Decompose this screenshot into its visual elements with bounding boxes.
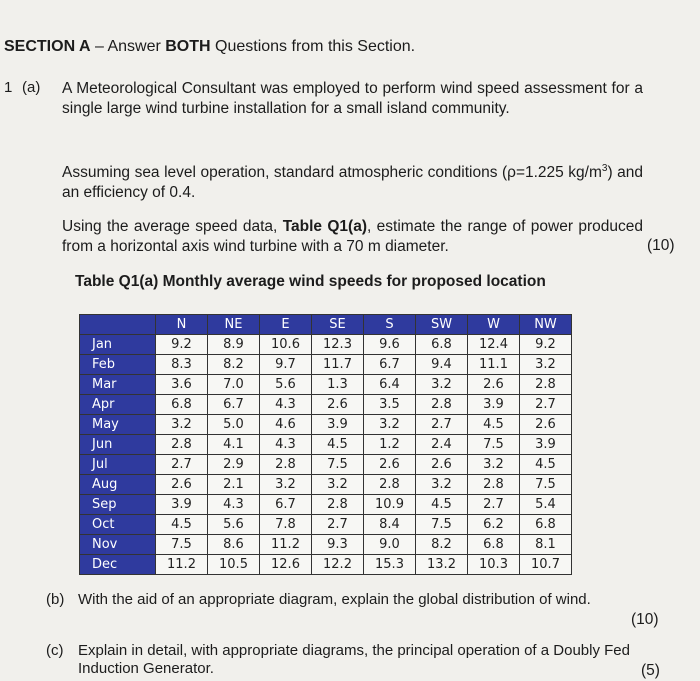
wind-speed-cell: 5.4 — [520, 495, 572, 515]
wind-speed-cell: 6.8 — [416, 335, 468, 355]
wind-speed-cell: 3.2 — [260, 475, 312, 495]
wind-speed-cell: 7.5 — [156, 535, 208, 555]
part-b-label: (b) — [46, 591, 65, 608]
wind-speed-cell: 6.7 — [208, 395, 260, 415]
wind-speed-cell: 3.2 — [312, 475, 364, 495]
wind-speed-cell: 6.8 — [520, 515, 572, 535]
paragraph-3-text: Using the average speed data, — [62, 218, 283, 235]
wind-speed-cell: 11.7 — [312, 355, 364, 375]
wind-speed-cell: 12.6 — [260, 555, 312, 575]
part-c-text: Explain in detail, with appropriate diagrams, the principal operation of a Doubly Fed Induction Generator. — [78, 642, 630, 677]
wind-speed-cell: 4.5 — [416, 495, 468, 515]
part-a-marks: (10) — [647, 237, 675, 254]
wind-speed-cell: 4.5 — [312, 435, 364, 455]
section-label: SECTION A — [4, 38, 91, 55]
wind-speed-cell: 15.3 — [364, 555, 416, 575]
table-header-row — [80, 315, 572, 335]
column-header: SW — [416, 315, 468, 335]
table-row — [80, 535, 572, 555]
wind-speed-cell: 3.2 — [156, 415, 208, 435]
wind-speed-cell: 2.8 — [312, 495, 364, 515]
wind-speed-cell: 7.8 — [260, 515, 312, 535]
wind-speed-cell: 4.5 — [520, 455, 572, 475]
table-body — [80, 335, 572, 575]
table-row — [80, 515, 572, 535]
wind-speed-cell: 3.2 — [416, 475, 468, 495]
month-cell: Jan — [80, 335, 156, 355]
wind-speed-cell: 9.4 — [416, 355, 468, 375]
table-row — [80, 375, 572, 395]
column-header: W — [468, 315, 520, 335]
wind-speed-cell: 4.3 — [260, 435, 312, 455]
wind-speed-cell: 4.5 — [156, 515, 208, 535]
wind-speed-cell: 11.2 — [156, 555, 208, 575]
wind-speed-cell: 2.1 — [208, 475, 260, 495]
wind-speed-cell: 2.8 — [468, 475, 520, 495]
wind-speed-cell: 6.7 — [364, 355, 416, 375]
wind-speed-cell: 6.2 — [468, 515, 520, 535]
paragraph-2-tail: ) and an efficiency of 0.4. — [62, 164, 643, 202]
question-paragraph-2 — [62, 159, 643, 203]
wind-speed-cell: 3.9 — [156, 495, 208, 515]
wind-speed-table — [79, 314, 572, 575]
wind-speed-cell: 2.6 — [416, 455, 468, 475]
wind-speed-cell: 13.2 — [416, 555, 468, 575]
wind-speed-cell: 2.6 — [364, 455, 416, 475]
part-b-text: With the aid of an appropriate diagram, explain the global distribution of wind. — [78, 591, 591, 608]
wind-speed-cell: 5.6 — [260, 375, 312, 395]
column-header: NW — [520, 315, 572, 335]
part-c-marks: (5) — [641, 662, 660, 679]
month-cell: May — [80, 415, 156, 435]
wind-speed-cell: 3.9 — [520, 435, 572, 455]
column-header: E — [260, 315, 312, 335]
wind-speed-cell: 2.6 — [520, 415, 572, 435]
wind-speed-cell: 6.4 — [364, 375, 416, 395]
wind-speed-cell: 2.8 — [156, 435, 208, 455]
paragraph-2-superscript: 3 — [601, 163, 608, 174]
wind-speed-cell: 6.7 — [260, 495, 312, 515]
wind-speed-cell: 3.9 — [468, 395, 520, 415]
month-cell: Nov — [80, 535, 156, 555]
wind-speed-cell: 8.4 — [364, 515, 416, 535]
month-cell: Apr — [80, 395, 156, 415]
table-row — [80, 475, 572, 495]
wind-speed-cell: 3.2 — [520, 355, 572, 375]
wind-speed-cell: 7.5 — [520, 475, 572, 495]
wind-speed-cell: 8.2 — [416, 535, 468, 555]
wind-speed-cell: 4.3 — [208, 495, 260, 515]
wind-speed-cell: 1.2 — [364, 435, 416, 455]
wind-speed-cell: 6.8 — [156, 395, 208, 415]
wind-speed-cell: 4.1 — [208, 435, 260, 455]
section-heading — [4, 38, 415, 56]
wind-speed-cell: 1.3 — [312, 375, 364, 395]
table-row — [80, 455, 572, 475]
wind-speed-cell: 10.5 — [208, 555, 260, 575]
table-corner-cell — [80, 315, 156, 335]
wind-speed-cell: 9.0 — [364, 535, 416, 555]
wind-speed-cell: 8.2 — [208, 355, 260, 375]
wind-speed-cell: 5.0 — [208, 415, 260, 435]
wind-speed-cell: 9.3 — [312, 535, 364, 555]
wind-speed-cell: 2.8 — [260, 455, 312, 475]
table-title: Table Q1(a) Monthly average wind speeds for proposed location — [75, 273, 546, 290]
column-header: NE — [208, 315, 260, 335]
wind-speed-cell: 3.5 — [364, 395, 416, 415]
part-b-marks: (10) — [631, 611, 659, 628]
wind-speed-cell: 2.7 — [520, 395, 572, 415]
wind-speed-cell: 12.2 — [312, 555, 364, 575]
wind-speed-cell: 2.6 — [156, 475, 208, 495]
table-row — [80, 355, 572, 375]
wind-speed-cell: 2.4 — [416, 435, 468, 455]
wind-speed-cell: 2.6 — [468, 375, 520, 395]
wind-speed-cell: 8.1 — [520, 535, 572, 555]
wind-speed-cell: 9.6 — [364, 335, 416, 355]
table-row — [80, 495, 572, 515]
section-instruction: Questions from this Section. — [210, 38, 416, 55]
wind-speed-cell: 8.6 — [208, 535, 260, 555]
wind-speed-cell: 4.6 — [260, 415, 312, 435]
wind-speed-cell: 3.2 — [468, 455, 520, 475]
wind-speed-cell: 6.8 — [468, 535, 520, 555]
wind-speed-cell: 11.1 — [468, 355, 520, 375]
wind-speed-cell: 2.8 — [520, 375, 572, 395]
wind-speed-cell: 12.4 — [468, 335, 520, 355]
month-cell: Jun — [80, 435, 156, 455]
wind-speed-cell: 2.9 — [208, 455, 260, 475]
section-dash: – Answer — [90, 38, 166, 55]
column-header: N — [156, 315, 208, 335]
wind-speed-cell: 2.6 — [312, 395, 364, 415]
month-cell: Jul — [80, 455, 156, 475]
wind-speed-cell: 12.3 — [312, 335, 364, 355]
wind-speed-cell: 7.5 — [416, 515, 468, 535]
wind-speed-cell: 3.2 — [416, 375, 468, 395]
wind-speed-cell: 5.6 — [208, 515, 260, 535]
wind-speed-cell: 3.9 — [312, 415, 364, 435]
wind-speed-cell: 9.7 — [260, 355, 312, 375]
table-row — [80, 435, 572, 455]
column-header: SE — [312, 315, 364, 335]
question-paragraph-1: A Meteorological Consultant was employed to perform wind speed assessment for a single large wind turbine installation for a small island community. — [62, 80, 643, 117]
wind-speed-cell: 10.6 — [260, 335, 312, 355]
part-a-label: (a) — [22, 79, 41, 96]
wind-speed-cell: 2.8 — [416, 395, 468, 415]
wind-speed-cell: 8.9 — [208, 335, 260, 355]
month-cell: Sep — [80, 495, 156, 515]
wind-speed-cell: 4.3 — [260, 395, 312, 415]
month-cell: Oct — [80, 515, 156, 535]
wind-speed-cell: 2.7 — [468, 495, 520, 515]
wind-speed-cell: 3.2 — [364, 415, 416, 435]
wind-speed-cell: 2.7 — [312, 515, 364, 535]
wind-speed-cell: 9.2 — [520, 335, 572, 355]
column-header: S — [364, 315, 416, 335]
wind-speed-cell: 3.6 — [156, 375, 208, 395]
paragraph-2-text: Assuming sea level operation, standard atmospheric conditions (ρ=1.225 kg/m — [62, 164, 602, 182]
wind-speed-cell: 11.2 — [260, 535, 312, 555]
table-row — [80, 335, 572, 355]
wind-speed-cell: 10.7 — [520, 555, 572, 575]
month-cell: Dec — [80, 555, 156, 575]
question-paragraph-3 — [62, 217, 643, 257]
month-cell: Mar — [80, 375, 156, 395]
wind-speed-cell: 4.5 — [468, 415, 520, 435]
table-reference: Table Q1(a) — [282, 218, 367, 235]
table-row — [80, 395, 572, 415]
wind-speed-cell: 10.3 — [468, 555, 520, 575]
wind-speed-cell: 7.5 — [312, 455, 364, 475]
wind-speed-cell: 8.3 — [156, 355, 208, 375]
month-cell: Aug — [80, 475, 156, 495]
table-row — [80, 555, 572, 575]
month-cell: Feb — [80, 355, 156, 375]
section-both: BOTH — [165, 38, 211, 55]
wind-speed-cell: 10.9 — [364, 495, 416, 515]
wind-speed-cell: 9.2 — [156, 335, 208, 355]
wind-speed-cell: 2.8 — [364, 475, 416, 495]
table-row — [80, 415, 572, 435]
wind-speed-cell: 2.7 — [416, 415, 468, 435]
part-c-label: (c) — [46, 642, 64, 659]
wind-speed-cell: 2.7 — [156, 455, 208, 475]
wind-speed-cell: 7.0 — [208, 375, 260, 395]
wind-speed-cell: 7.5 — [468, 435, 520, 455]
question-number: 1 — [4, 79, 13, 96]
paragraph-3-tail: , estimate the range of power produced from a horizontal axis wind turbine with a 70 m diameter. — [62, 218, 643, 255]
